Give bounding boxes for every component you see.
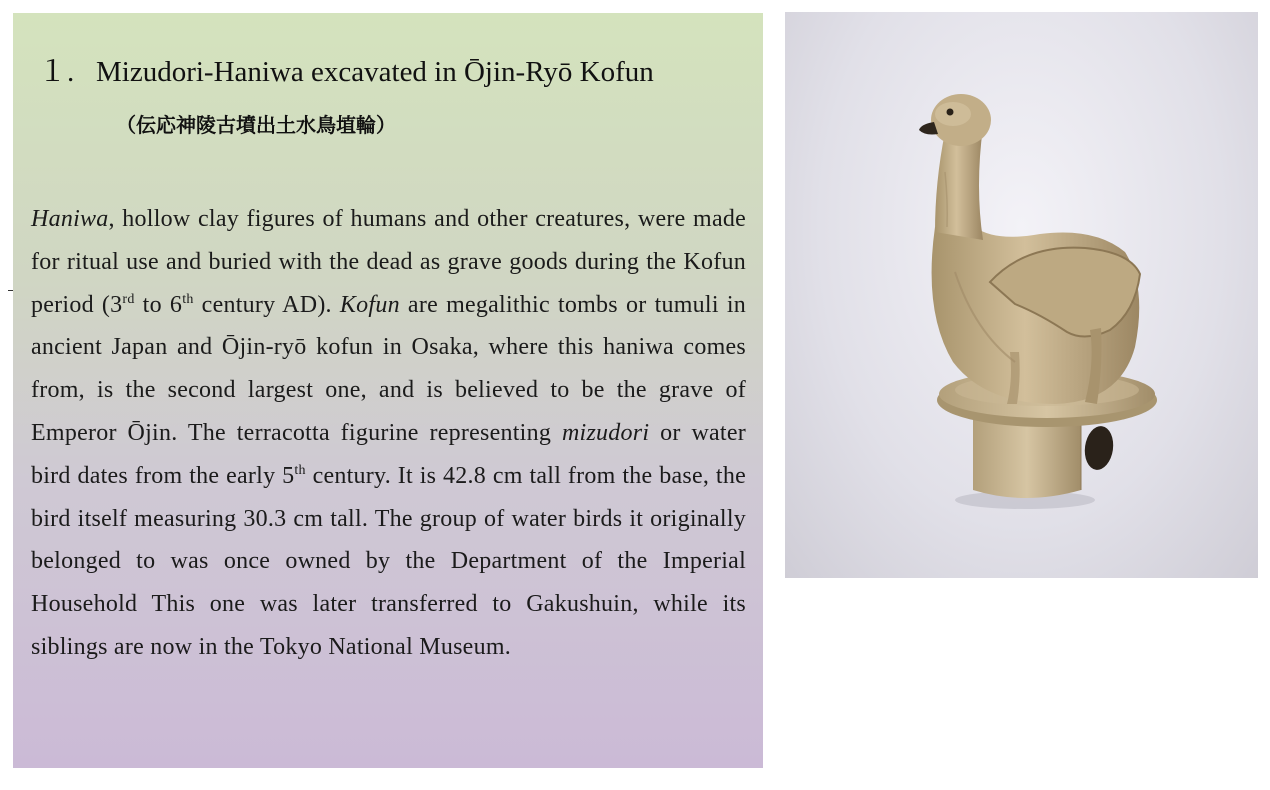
description-text-4: are megalithic tombs or tumuli in ancient Japan and Ōjin-ryō kofun in Osaka, where this haniwa comes from, is the second largest one, and is believed to be the grave of Emperor Ōjin. The terracotta figurine representing: [31, 291, 747, 446]
japanese-subtitle: （伝応神陵古墳出土水鳥埴輪）: [116, 113, 396, 137]
description-text-3: century AD).: [193, 291, 340, 318]
ordinal-suffix-th: th: [182, 291, 194, 307]
term-mizudori: mizudori: [561, 419, 650, 446]
ordinal-suffix-rd: rd: [122, 291, 135, 307]
description-text-6: century. It is 42.8 cm tall from the base, the bird itself measuring 30.3 cm tall. The group of water birds it originally belonged to was once owned by the Department of the Imperial Household This one was later transferred to Gakushuin, while its siblings are now in the Tokyo National Museum.: [31, 462, 746, 660]
title-text: Mizudori-Haniwa excavated in Ōjin-Ryō Kofun: [96, 56, 654, 88]
term-haniwa: Haniwa: [31, 206, 109, 232]
description-text-5: or water bird dates from the early 5: [31, 419, 746, 489]
page-title: [38, 49, 748, 90]
description-text-1: , hollow clay figures of humans and other creatures, were made for ritual use and buried with the dead as grave goods during the Kofun period (3: [31, 206, 746, 318]
text-panel: [13, 13, 763, 768]
water-bird-figurine-illustration: [785, 12, 1258, 578]
title-number: １.: [38, 56, 75, 88]
description-text-2: to 6: [134, 291, 183, 318]
term-kofun: Kofun: [339, 291, 400, 318]
margin-tick-mark: [8, 290, 13, 291]
description-paragraph: [31, 198, 746, 669]
ordinal-suffix-th-2: th: [294, 462, 306, 478]
haniwa-photo: [785, 12, 1258, 578]
